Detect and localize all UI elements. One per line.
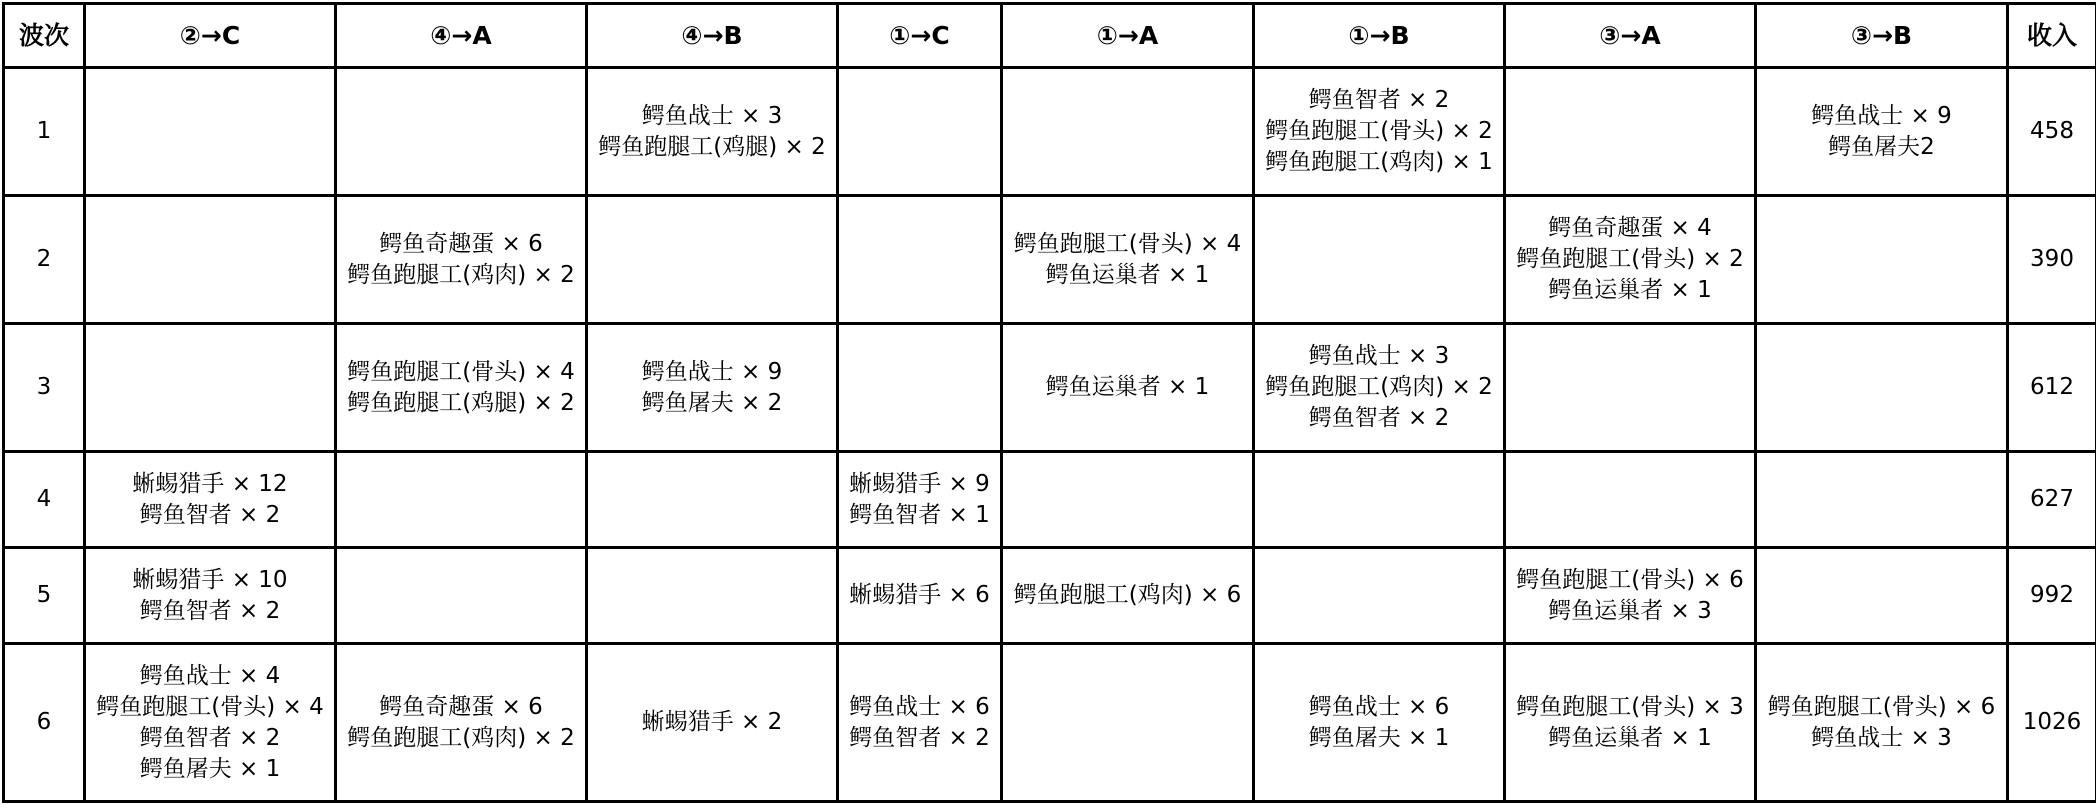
enemy-entry: 鳄鱼屠夫2 <box>1763 132 2000 163</box>
route-cell <box>1254 324 1505 452</box>
enemy-entry: 鳄鱼智者 × 1 <box>845 500 994 531</box>
enemy-entry: 鳄鱼跑腿工(鸡腿) × 2 <box>594 132 830 163</box>
enemy-entry: 鳄鱼运巢者 × 3 <box>1512 596 1748 627</box>
enemy-entry: 鳄鱼运巢者 × 1 <box>1009 260 1246 291</box>
enemy-entry: 鳄鱼屠夫 × 1 <box>1261 723 1497 754</box>
route-cell <box>838 644 1002 802</box>
enemy-entry: 鳄鱼跑腿工(鸡肉) × 2 <box>343 260 579 291</box>
route-cell <box>587 548 838 644</box>
enemy-entry: 鳄鱼智者 × 2 <box>1261 85 1497 116</box>
enemy-entry: 蜥蜴猎手 × 9 <box>845 469 994 500</box>
enemy-entry: 鳄鱼屠夫 × 2 <box>594 388 830 419</box>
enemy-entry: 鳄鱼战士 × 4 <box>92 661 328 692</box>
route-cell <box>336 196 587 324</box>
enemy-entry: 鳄鱼跑腿工(骨头) × 3 <box>1512 692 1748 723</box>
route-cell <box>85 68 336 196</box>
route-cell <box>1756 644 2008 802</box>
table-row <box>4 68 2096 196</box>
wave-number: 4 <box>4 452 85 548</box>
enemy-entry: 鳄鱼战士 × 3 <box>594 101 830 132</box>
route-cell <box>838 68 1002 196</box>
table-row <box>4 324 2096 452</box>
route-cell <box>1505 644 1756 802</box>
enemy-entry: 鳄鱼运巢者 × 1 <box>1512 275 1748 306</box>
enemy-entry: 蜥蜴猎手 × 2 <box>594 707 830 738</box>
header-wave: 波次 <box>4 4 85 68</box>
route-cell <box>85 452 336 548</box>
enemy-entry: 鳄鱼跑腿工(鸡肉) × 1 <box>1261 147 1497 178</box>
header-route: ③→B <box>1756 4 2008 68</box>
wave-number: 2 <box>4 196 85 324</box>
table-row <box>4 548 2096 644</box>
enemy-entry: 鳄鱼跑腿工(骨头) × 6 <box>1763 692 2000 723</box>
route-cell <box>336 548 587 644</box>
route-cell <box>1756 324 2008 452</box>
enemy-entry: 鳄鱼智者 × 2 <box>92 500 328 531</box>
enemy-entry: 鳄鱼战士 × 6 <box>845 692 994 723</box>
enemy-entry: 鳄鱼跑腿工(骨头) × 4 <box>92 692 328 723</box>
route-cell <box>1756 452 2008 548</box>
header-route: ①→C <box>838 4 1002 68</box>
header-row <box>4 4 2096 68</box>
wave-number: 3 <box>4 324 85 452</box>
enemy-entry: 鳄鱼跑腿工(骨头) × 2 <box>1261 116 1497 147</box>
enemy-entry: 鳄鱼跑腿工(鸡肉) × 6 <box>1009 580 1246 611</box>
route-cell <box>838 548 1002 644</box>
route-cell <box>1254 644 1505 802</box>
route-cell <box>1002 324 1254 452</box>
route-cell <box>1254 68 1505 196</box>
route-cell <box>1505 548 1756 644</box>
route-cell <box>1002 68 1254 196</box>
income-value: 612 <box>2008 324 2096 452</box>
enemy-entry: 鳄鱼跑腿工(鸡腿) × 2 <box>343 388 579 419</box>
route-cell <box>85 196 336 324</box>
enemy-entry: 鳄鱼跑腿工(骨头) × 4 <box>1009 229 1246 260</box>
table-row <box>4 452 2096 548</box>
enemy-entry: 鳄鱼战士 × 3 <box>1763 723 2000 754</box>
wave-number: 1 <box>4 68 85 196</box>
route-cell <box>336 644 587 802</box>
enemy-entry: 蜥蜴猎手 × 12 <box>92 469 328 500</box>
table-row <box>4 644 2096 802</box>
route-cell <box>1505 196 1756 324</box>
route-cell <box>1505 452 1756 548</box>
income-value: 1026 <box>2008 644 2096 802</box>
income-value: 458 <box>2008 68 2096 196</box>
enemy-entry: 鳄鱼奇趣蛋 × 6 <box>343 229 579 260</box>
route-cell <box>587 68 838 196</box>
route-cell <box>1505 68 1756 196</box>
enemy-entry: 鳄鱼运巢者 × 1 <box>1512 723 1748 754</box>
wave-table <box>2 2 2096 803</box>
income-value: 992 <box>2008 548 2096 644</box>
route-cell <box>1002 644 1254 802</box>
route-cell <box>1756 68 2008 196</box>
enemy-entry: 鳄鱼奇趣蛋 × 6 <box>343 692 579 723</box>
enemy-entry: 鳄鱼智者 × 2 <box>1261 403 1497 434</box>
enemy-entry: 鳄鱼智者 × 2 <box>845 723 994 754</box>
header-route: ④→B <box>587 4 838 68</box>
enemy-entry: 鳄鱼跑腿工(骨头) × 4 <box>343 357 579 388</box>
enemy-entry: 鳄鱼跑腿工(鸡肉) × 2 <box>343 723 579 754</box>
income-value: 627 <box>2008 452 2096 548</box>
enemy-entry: 鳄鱼屠夫 × 1 <box>92 754 328 785</box>
table-row <box>4 196 2096 324</box>
route-cell <box>336 324 587 452</box>
route-cell <box>1756 548 2008 644</box>
header-route: ①→B <box>1254 4 1505 68</box>
route-cell <box>587 644 838 802</box>
enemy-entry: 鳄鱼运巢者 × 1 <box>1009 372 1246 403</box>
enemy-entry: 蜥蜴猎手 × 10 <box>92 565 328 596</box>
route-cell <box>85 644 336 802</box>
route-cell <box>1254 196 1505 324</box>
route-cell <box>1254 548 1505 644</box>
route-cell <box>587 452 838 548</box>
route-cell <box>1505 324 1756 452</box>
route-cell <box>1756 196 2008 324</box>
wave-number: 5 <box>4 548 85 644</box>
header-income: 收入 <box>2008 4 2096 68</box>
route-cell <box>336 452 587 548</box>
route-cell <box>85 548 336 644</box>
route-cell <box>1002 196 1254 324</box>
enemy-entry: 鳄鱼战士 × 9 <box>594 357 830 388</box>
enemy-entry: 鳄鱼跑腿工(鸡肉) × 2 <box>1261 372 1497 403</box>
route-cell <box>838 196 1002 324</box>
enemy-entry: 鳄鱼战士 × 6 <box>1261 692 1497 723</box>
enemy-entry: 鳄鱼智者 × 2 <box>92 596 328 627</box>
enemy-entry: 鳄鱼战士 × 3 <box>1261 341 1497 372</box>
enemy-entry: 鳄鱼智者 × 2 <box>92 723 328 754</box>
route-cell <box>838 452 1002 548</box>
enemy-entry: 蜥蜴猎手 × 6 <box>845 580 994 611</box>
enemy-entry: 鳄鱼奇趣蛋 × 4 <box>1512 213 1748 244</box>
header-route: ②→C <box>85 4 336 68</box>
route-cell <box>587 324 838 452</box>
enemy-entry: 鳄鱼跑腿工(骨头) × 6 <box>1512 565 1748 596</box>
route-cell <box>1002 452 1254 548</box>
route-cell <box>336 68 587 196</box>
enemy-entry: 鳄鱼战士 × 9 <box>1763 101 2000 132</box>
enemy-entry: 鳄鱼跑腿工(骨头) × 2 <box>1512 244 1748 275</box>
header-route: ④→A <box>336 4 587 68</box>
header-route: ①→A <box>1002 4 1254 68</box>
route-cell <box>1002 548 1254 644</box>
income-value: 390 <box>2008 196 2096 324</box>
route-cell <box>587 196 838 324</box>
route-cell <box>838 324 1002 452</box>
route-cell <box>85 324 336 452</box>
route-cell <box>1254 452 1505 548</box>
header-route: ③→A <box>1505 4 1756 68</box>
wave-number: 6 <box>4 644 85 802</box>
